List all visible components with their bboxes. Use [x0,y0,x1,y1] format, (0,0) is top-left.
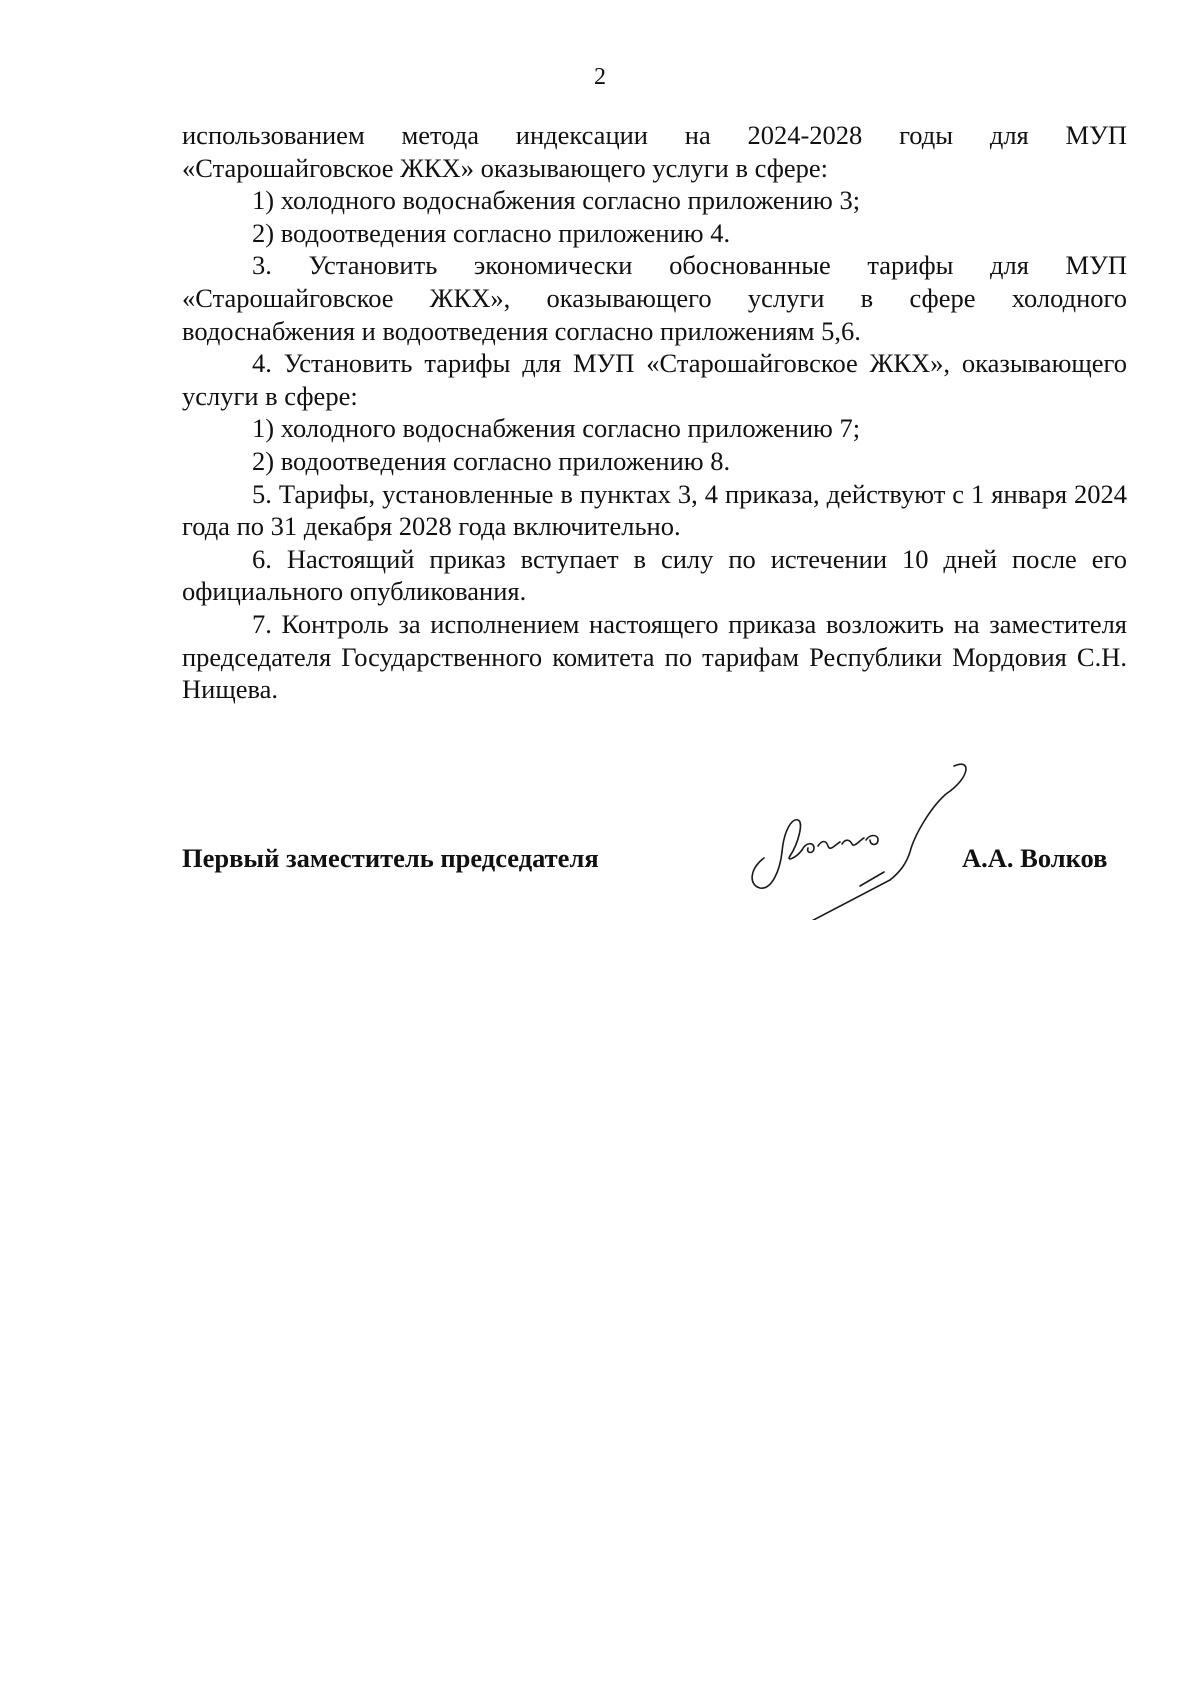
paragraph-item-4: 4. Установить тарифы для МУП «Старошайговское ЖКХ», оказывающего услуги в сфере: [182,348,1127,411]
paragraph-intro: использованием метода индексации на 2024-2028 годы для МУП «Старошайговское ЖКХ» оказывающего услуги в сфере: [182,120,1127,183]
signer-name: А.А. Волков [962,843,1108,873]
page-number: 2 [594,64,606,90]
paragraph-item-3: 3. Установить экономически обоснованные тарифы для МУП «Старошайговское ЖКХ», оказывающего услуги в сфере холодного водоснабжения и водоотведения согласно приложениям 5,6. [182,250,1127,346]
signature-block [0,760,1200,920]
paragraph-item-5: 5. Тарифы, установленные в пунктах 3, 4 приказа, действуют с 1 января 2024 года по 31 декабря 2028 года включительно. [182,478,1127,542]
list-item-drainage: 2) водоотведения согласно приложению 4. [252,217,731,248]
handwritten-signature [740,760,1020,920]
signer-title: Первый заместитель председателя [182,843,599,873]
paragraph-item-7: 7. Контроль за исполнением настоящего приказа возложить на заместителя председателя Государственного комитета по тарифам Республики Мордовия С.Н. Нищева. [182,608,1127,705]
list-item-cold-water: 1) холодного водоснабжения согласно приложению 3; [252,185,861,216]
list-item-cold-water-tariff: 1) холодного водоснабжения согласно приложению 7; [252,413,861,444]
paragraph-item-6: 6. Настоящий приказ вступает в силу по истечении 10 дней после его официального опубликования. [182,543,1127,607]
list-item-drainage-tariff: 2) водоотведения согласно приложению 8. [252,445,731,476]
document-body [182,119,1127,706]
